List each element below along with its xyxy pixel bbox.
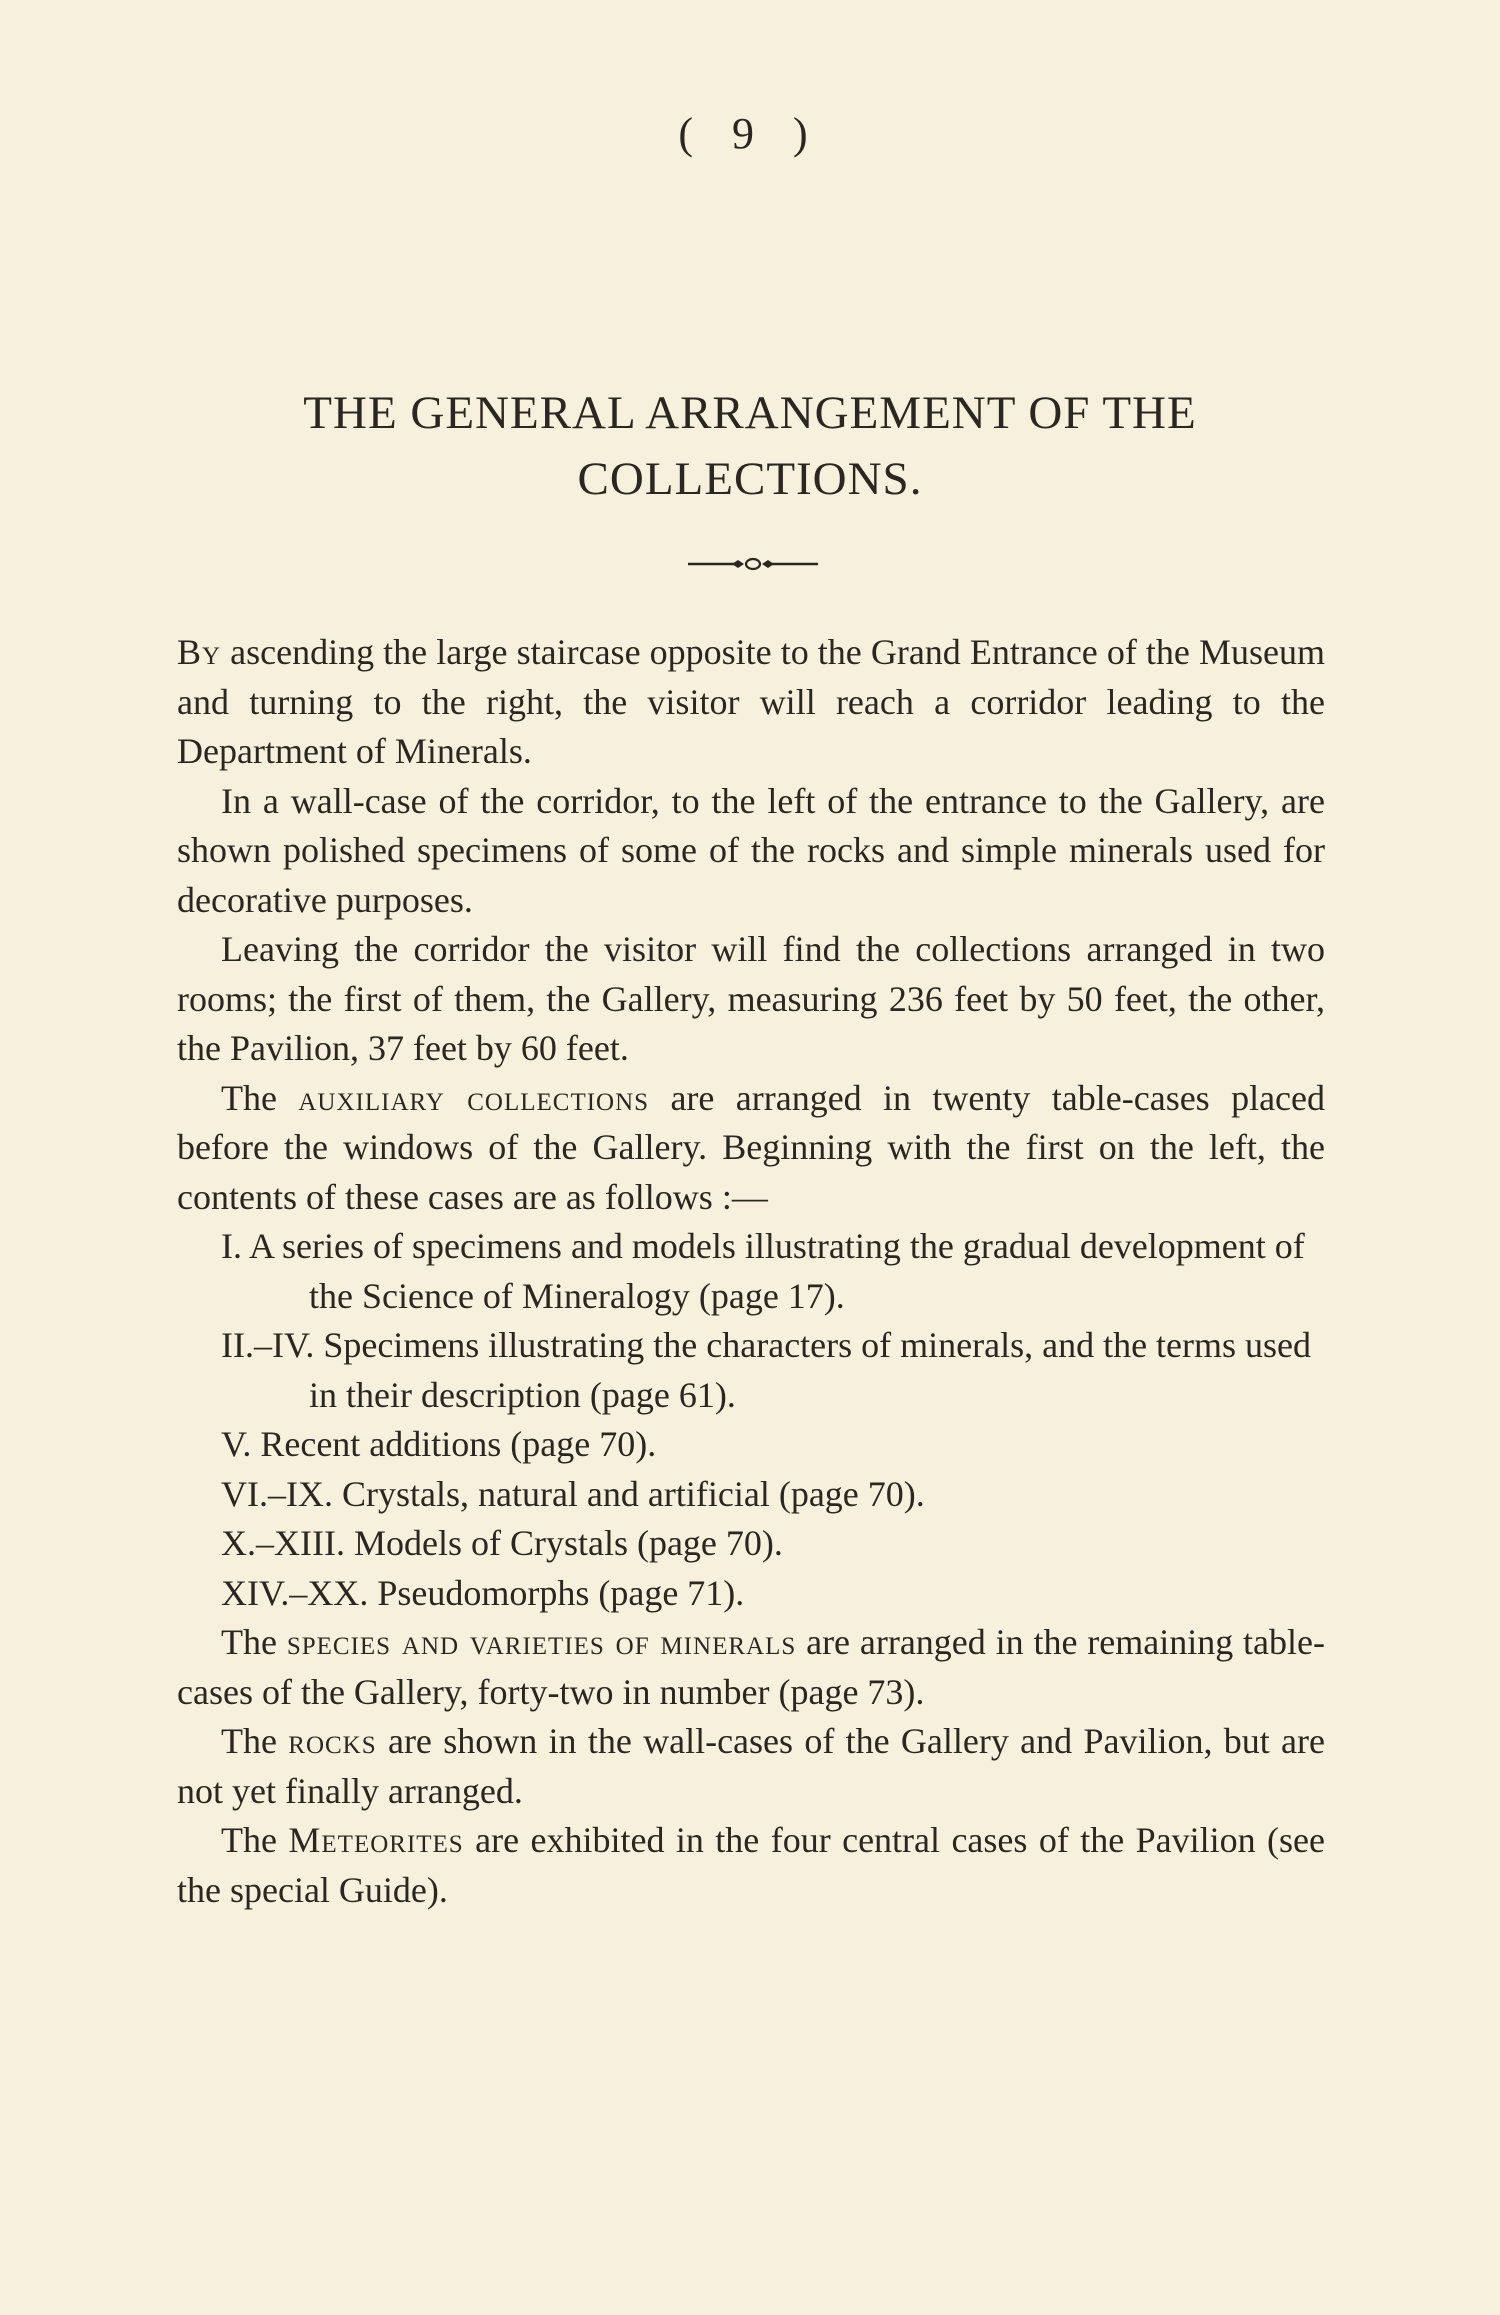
small-caps-term: Meteorites [288, 1820, 464, 1860]
case-text: Models of Crystals (page 70). [344, 1523, 783, 1563]
case-text: Pseudomorphs (page 71). [368, 1572, 745, 1613]
paragraph-species [177, 1618, 1325, 1717]
ornament-divider [688, 556, 818, 572]
title-line-2: COLLECTIONS. [577, 453, 923, 505]
case-text: Recent additions (page 70). [251, 1424, 657, 1464]
paragraph-text: are arranged in the remaining table-cases of the Gallery, forty-two in number (page 73). [177, 1622, 1326, 1712]
paragraph-text: are exhibited in the four central cases of the Pavilion (see the special Guide). [177, 1820, 1325, 1910]
paragraph-text: are shown in the wall-cases of the Gallery and Pavilion, but are not yet finally arranged. [177, 1721, 1325, 1811]
body-text [177, 628, 1325, 1915]
paragraph-text: are arranged in twenty table-cases placed before the windows of the Gallery. Beginning with the first on the left, the contents of these cases are as follows :— [177, 1077, 1326, 1217]
case-text: A series of specimens and models illustrating the gradual development of the Science of Mineralogy (page 17). [242, 1226, 1305, 1316]
case-text: Crystals, natural and artificial (page 70). [332, 1473, 925, 1514]
case-number: XIV.–XX. [221, 1572, 369, 1613]
paragraph-entrance [177, 628, 1325, 777]
small-caps-term: auxiliary collections [298, 1077, 650, 1118]
paragraph-auxiliary [177, 1074, 1325, 1223]
case-list [177, 1222, 1325, 1618]
case-number: II.–IV. [221, 1325, 315, 1365]
paragraph-rocks [177, 1717, 1325, 1816]
paragraph-lead: The [221, 1820, 289, 1860]
page-title [0, 380, 1500, 512]
title-line-1: THE GENERAL ARRANGEMENT OF THE [303, 387, 1197, 439]
dropcap: By [177, 632, 222, 672]
case-text: Specimens illustrating the characters of minerals, and the terms used in their description (page 61). [309, 1325, 1312, 1415]
page-number: ( 9 ) [678, 109, 822, 158]
list-item [177, 1519, 1325, 1569]
paragraph-lead: The [221, 1721, 289, 1761]
list-item [177, 1470, 1325, 1520]
case-number: VI.–IX. [221, 1473, 333, 1514]
paragraph-meteorites [177, 1816, 1325, 1915]
small-caps-term: species and varieties of minerals [286, 1622, 797, 1662]
list-item [177, 1569, 1325, 1619]
list-item [177, 1321, 1325, 1420]
case-number: V. [221, 1424, 252, 1464]
list-item [177, 1420, 1325, 1470]
paragraph-lead: The [221, 1622, 287, 1662]
paragraph-text: ascending the large staircase opposite to the Grand Entrance of the Museum and turning to the right, the visitor will reach a corridor leading to the Department of Minerals. [177, 632, 1325, 771]
paragraph-rooms: Leaving the corridor the visitor will find the collections arranged in two rooms; the first of them, the Gallery, measuring 236 feet by 50 feet, the other, the Pavilion, 37 feet by 60 feet. [177, 929, 1325, 1068]
paragraph-wall-case: In a wall-case of the corridor, to the left of the entrance to the Gallery, are shown polished specimens of some of the rocks and simple minerals used for decorative purposes. [177, 780, 1325, 920]
paragraph-lead: The [221, 1077, 299, 1118]
case-number: I. [221, 1226, 242, 1266]
small-caps-term: rocks [288, 1721, 377, 1761]
case-number: X.–XIII. [221, 1523, 345, 1563]
list-item [177, 1222, 1325, 1321]
